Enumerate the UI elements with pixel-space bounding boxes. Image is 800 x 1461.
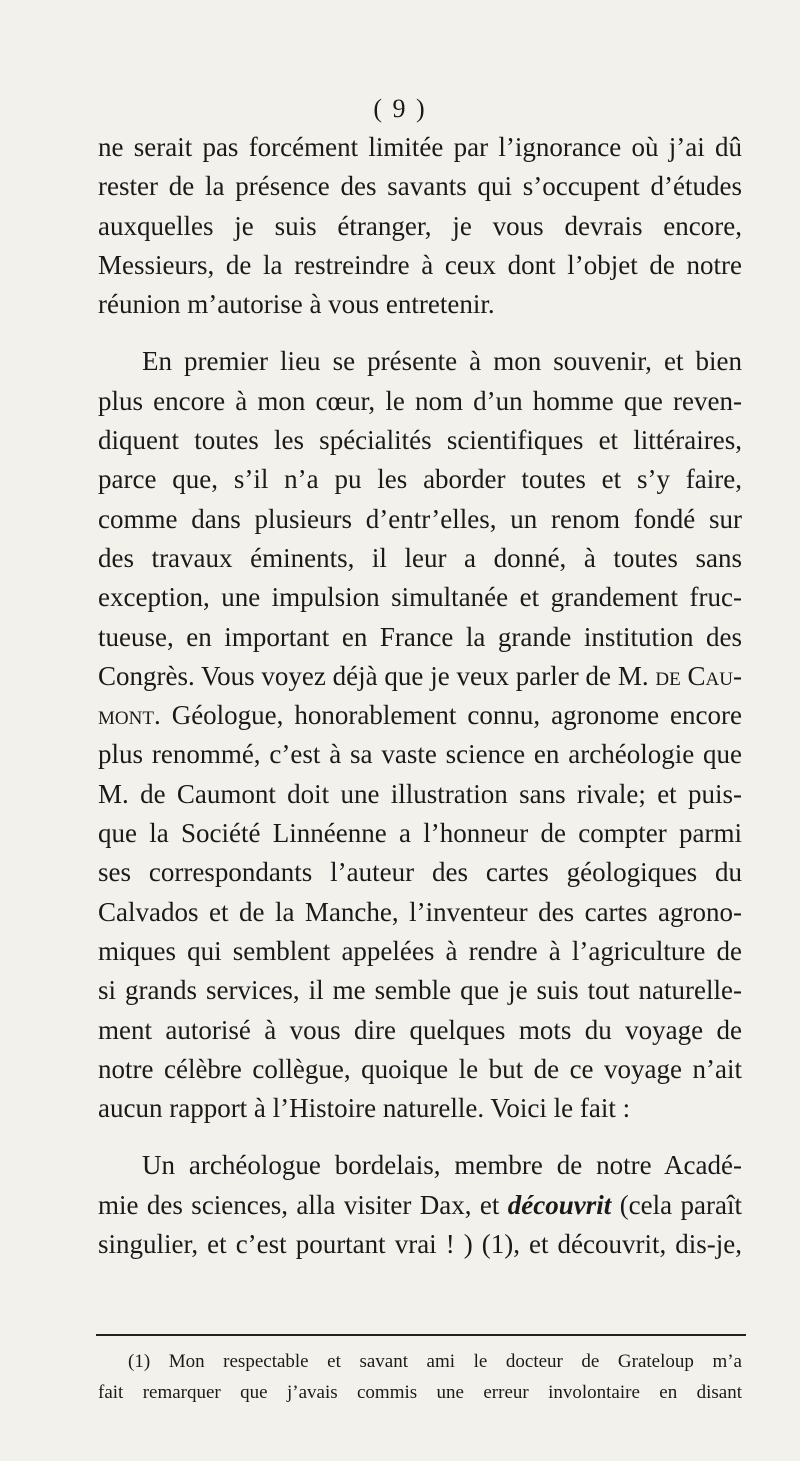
text-line xyxy=(98,1186,742,1225)
text-line: ment autorisé à vous dire quelques mots du voyage de xyxy=(98,1014,742,1045)
text-line: si grands services, il me semble que je suis tout naturelle- xyxy=(98,975,742,1006)
text-line: diquent toutes les spécialités scientifiques et littéraires, xyxy=(98,425,742,456)
footnote-line: fait remarquer que j’avais commis une erreur involontaire en disant xyxy=(98,1382,742,1403)
text-line: comme dans plusieurs d’entr’elles, un renom fondé sur xyxy=(98,503,742,534)
text-line: tueuse, en important en France la grande institution des xyxy=(98,621,742,652)
text-fragment: mie des sciences, alla visiter Dax, et xyxy=(98,1189,500,1220)
text-line: des travaux éminents, il leur a donné, à toutes sans xyxy=(98,542,742,573)
footnote-rule xyxy=(96,1334,746,1336)
name-small-caps: de Cau- xyxy=(655,660,742,691)
text-line: ses correspondants l’auteur des cartes géologiques du xyxy=(98,857,742,888)
text-line: rester de la présence des savants qui s’occupent d’études xyxy=(98,171,742,202)
text-line: réunion m’autorise à vous entretenir. xyxy=(98,289,495,320)
footnote xyxy=(98,1346,742,1408)
text-line: miques qui semblent appelées à rendre à l’agriculture de xyxy=(98,935,742,966)
paragraph-3 xyxy=(98,1146,742,1264)
text-line: aucun rapport à l’Histoire naturelle. Voici le fait : xyxy=(98,1093,631,1124)
text-line: En premier lieu se présente à mon souvenir, et bien xyxy=(142,346,742,377)
paragraph-1 xyxy=(98,128,742,324)
text-line xyxy=(98,696,742,735)
paragraph-2 xyxy=(98,342,742,1128)
text-line: notre célèbre collègue, quoique le but de ce voyage n’ait xyxy=(98,1053,742,1084)
text-line: plus encore à mon cœur, le nom d’un homme que reven- xyxy=(98,385,742,416)
text-line: Calvados et de la Manche, l’inventeur des cartes agrono- xyxy=(98,896,742,927)
emphasized-word: découvrit xyxy=(507,1189,612,1220)
text-fragment: Congrès. Vous voyez déjà que je veux parler de M. xyxy=(98,660,649,691)
name-small-caps: mont. xyxy=(98,700,161,731)
text-fragment: (cela paraît xyxy=(619,1189,743,1220)
text-fragment: Géologue, honorablement connu, agronome encore xyxy=(171,700,742,731)
text-line: Un archéologue bordelais, membre de notre Acadé- xyxy=(142,1150,742,1181)
page-number: ( 9 ) xyxy=(373,94,427,123)
text-line: parce que, s’il n’a pu les aborder toutes et s’y faire, xyxy=(98,464,742,495)
text-line: singulier, et c’est pourtant vrai ! ) (1), et découvrit, dis-je, xyxy=(98,1229,742,1260)
text-line: que la Société Linnéenne a l’honneur de compter parmi xyxy=(98,818,742,849)
text-line: exception, une impulsion simultanée et grandement fruc- xyxy=(98,582,742,613)
footnote-line: (1) Mon respectable et savant ami le docteur de Grateloup m’a xyxy=(128,1351,742,1372)
text-line: ne serait pas forcément limitée par l’ignorance où j’ai dû xyxy=(98,132,742,162)
text-line xyxy=(98,657,742,696)
text-line: M. de Caumont doit une illustration sans rivale; et puis- xyxy=(98,778,742,809)
text-line: plus renommé, c’est à sa vaste science en archéologie que xyxy=(98,739,742,770)
body-text xyxy=(98,128,742,1264)
text-line: Messieurs, de la restreindre à ceux dont l’objet de notre xyxy=(98,249,742,280)
text-line: auxquelles je suis étranger, je vous devrais encore, xyxy=(98,210,742,241)
